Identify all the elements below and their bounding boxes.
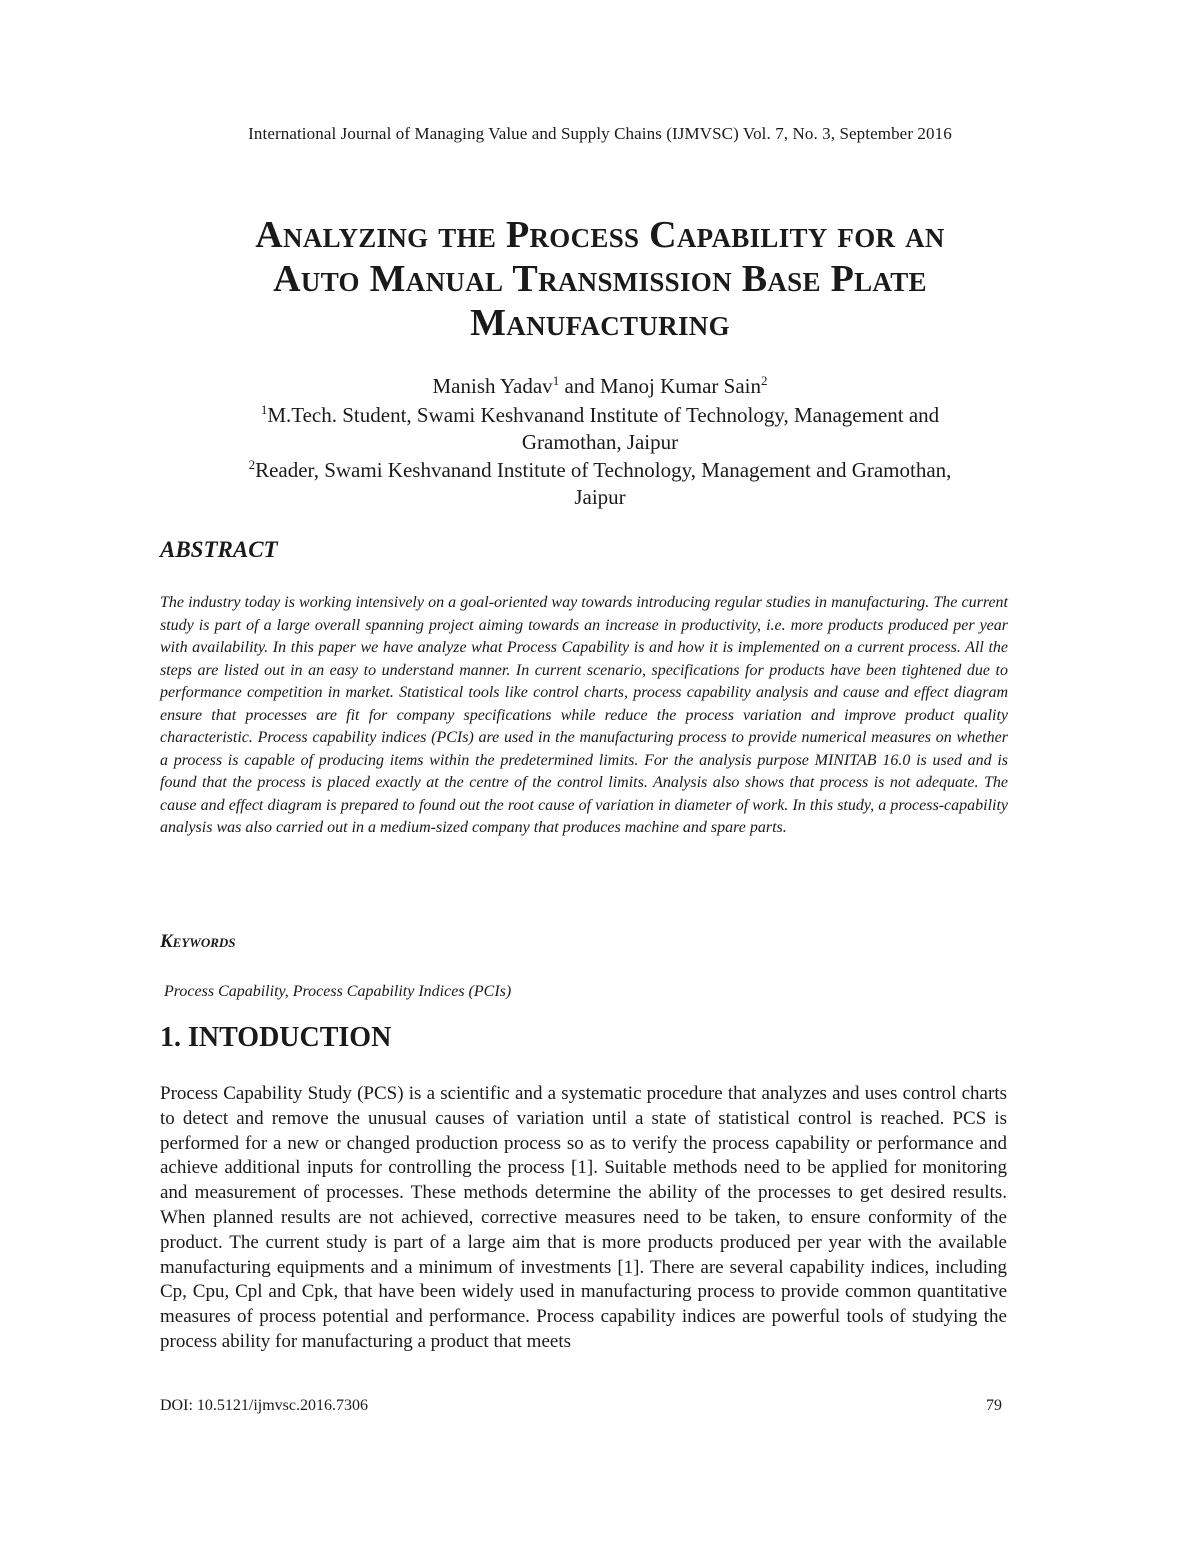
abstract-heading: ABSTRACT <box>160 537 278 562</box>
title-line-3: Manufacturing <box>470 302 730 344</box>
introduction-text: Process Capability Study (PCS) is a scientific and a systematic procedure that analyzes and uses control charts to detect and remove the unusual causes of variation until a state of statistical control is reached. PCS is performed for a new or changed production process so as to verify the process capability or performance and achieve additional inputs for controlling the process [1]. Suitable methods need to be applied for monitoring and measurement of processes. These methods determine the ability of the processes to get desired results. When planned results are not achieved, corrective measures need to be taken, to ensure conformity of the product. The current study is part of a large aim that is more products produced per year with the available manufacturing equipments and a minimum of investments [1]. There are several capability indices, including Cp, Cpu, Cpl and Cpk, that have been widely used in manufacturing process to provide common quantitative measures of process potential and performance. Process capability indices are powerful tools of studying the process ability for manufacturing a product that meets <box>160 1083 1007 1352</box>
affiliation-1-line-1: M.Tech. Student, Swami Keshvanand Institute of Technology, Management and <box>267 403 940 427</box>
affiliation-1 <box>170 402 1030 456</box>
introduction-heading: 1. INTODUCTION <box>160 1022 392 1053</box>
title-line-2: Auto Manual Transmission Base Plate <box>273 258 927 300</box>
affiliation-1-mark: 1 <box>260 402 268 417</box>
author-1-name: Manish Yadav <box>432 374 553 398</box>
affiliation-2-line-2: Jaipur <box>574 485 626 509</box>
keywords-heading: Keywords <box>160 931 236 952</box>
author-1-mark: 1 <box>552 373 560 388</box>
page-number: 79 <box>986 1397 1002 1414</box>
affiliation-2-mark: 2 <box>248 457 256 472</box>
author-line <box>150 372 1050 400</box>
author-2-mark: 2 <box>761 373 768 388</box>
author-joiner: and <box>564 374 595 398</box>
affiliation-2-line-1: Reader, Swami Keshvanand Institute of Technology, Management and Gramothan, <box>255 458 952 482</box>
author-2-name: Manoj Kumar Sain <box>600 374 761 398</box>
paper-title <box>150 213 1050 345</box>
footer-doi: DOI: 10.5121/ijmvsc.2016.7306 <box>160 1397 368 1414</box>
journal-header: International Journal of Managing Value and Supply Chains (IJMVSC) Vol. 7, No. 3, September 2016 <box>248 124 952 143</box>
title-line-1: Analyzing the Process Capability for an <box>255 214 945 256</box>
keywords-text: Process Capability, Process Capability Indices (PCIs) <box>164 983 512 1000</box>
affiliation-2 <box>170 457 1030 511</box>
abstract-text: The industry today is working intensively on a goal-oriented way towards introducing regular studies in manufacturing. The current study is part of a large overall spanning project aiming towards an increase in productivity, i.e. more products produced per year with availability. In this paper we have analyze what Process Capability is and how it is implemented on a current process. All the steps are listed out in an easy to understand manner. In current scenario, specifications for products have been tightened due to performance competition in market. Statistical tools like control charts, process capability analysis and cause and effect diagram ensure that processes are fit for company specifications while reduce the process variation and improve product quality characteristic. Process capability indices (PCIs) are used in the manufacturing process to provide numerical measures on whether a process is capable of producing items within the predetermined limits. For the analysis purpose MINITAB 16.0 is used and is found that the process is placed exactly at the centre of the control limits. Analysis also shows that process is not adequate. The cause and effect diagram is prepared to found out the root cause of variation in diameter of work. In this study, a process-capability analysis was also carried out in a medium-sized company that produces machine and spare parts. <box>160 594 1008 836</box>
affiliation-1-line-2: Gramothan, Jaipur <box>521 430 679 454</box>
